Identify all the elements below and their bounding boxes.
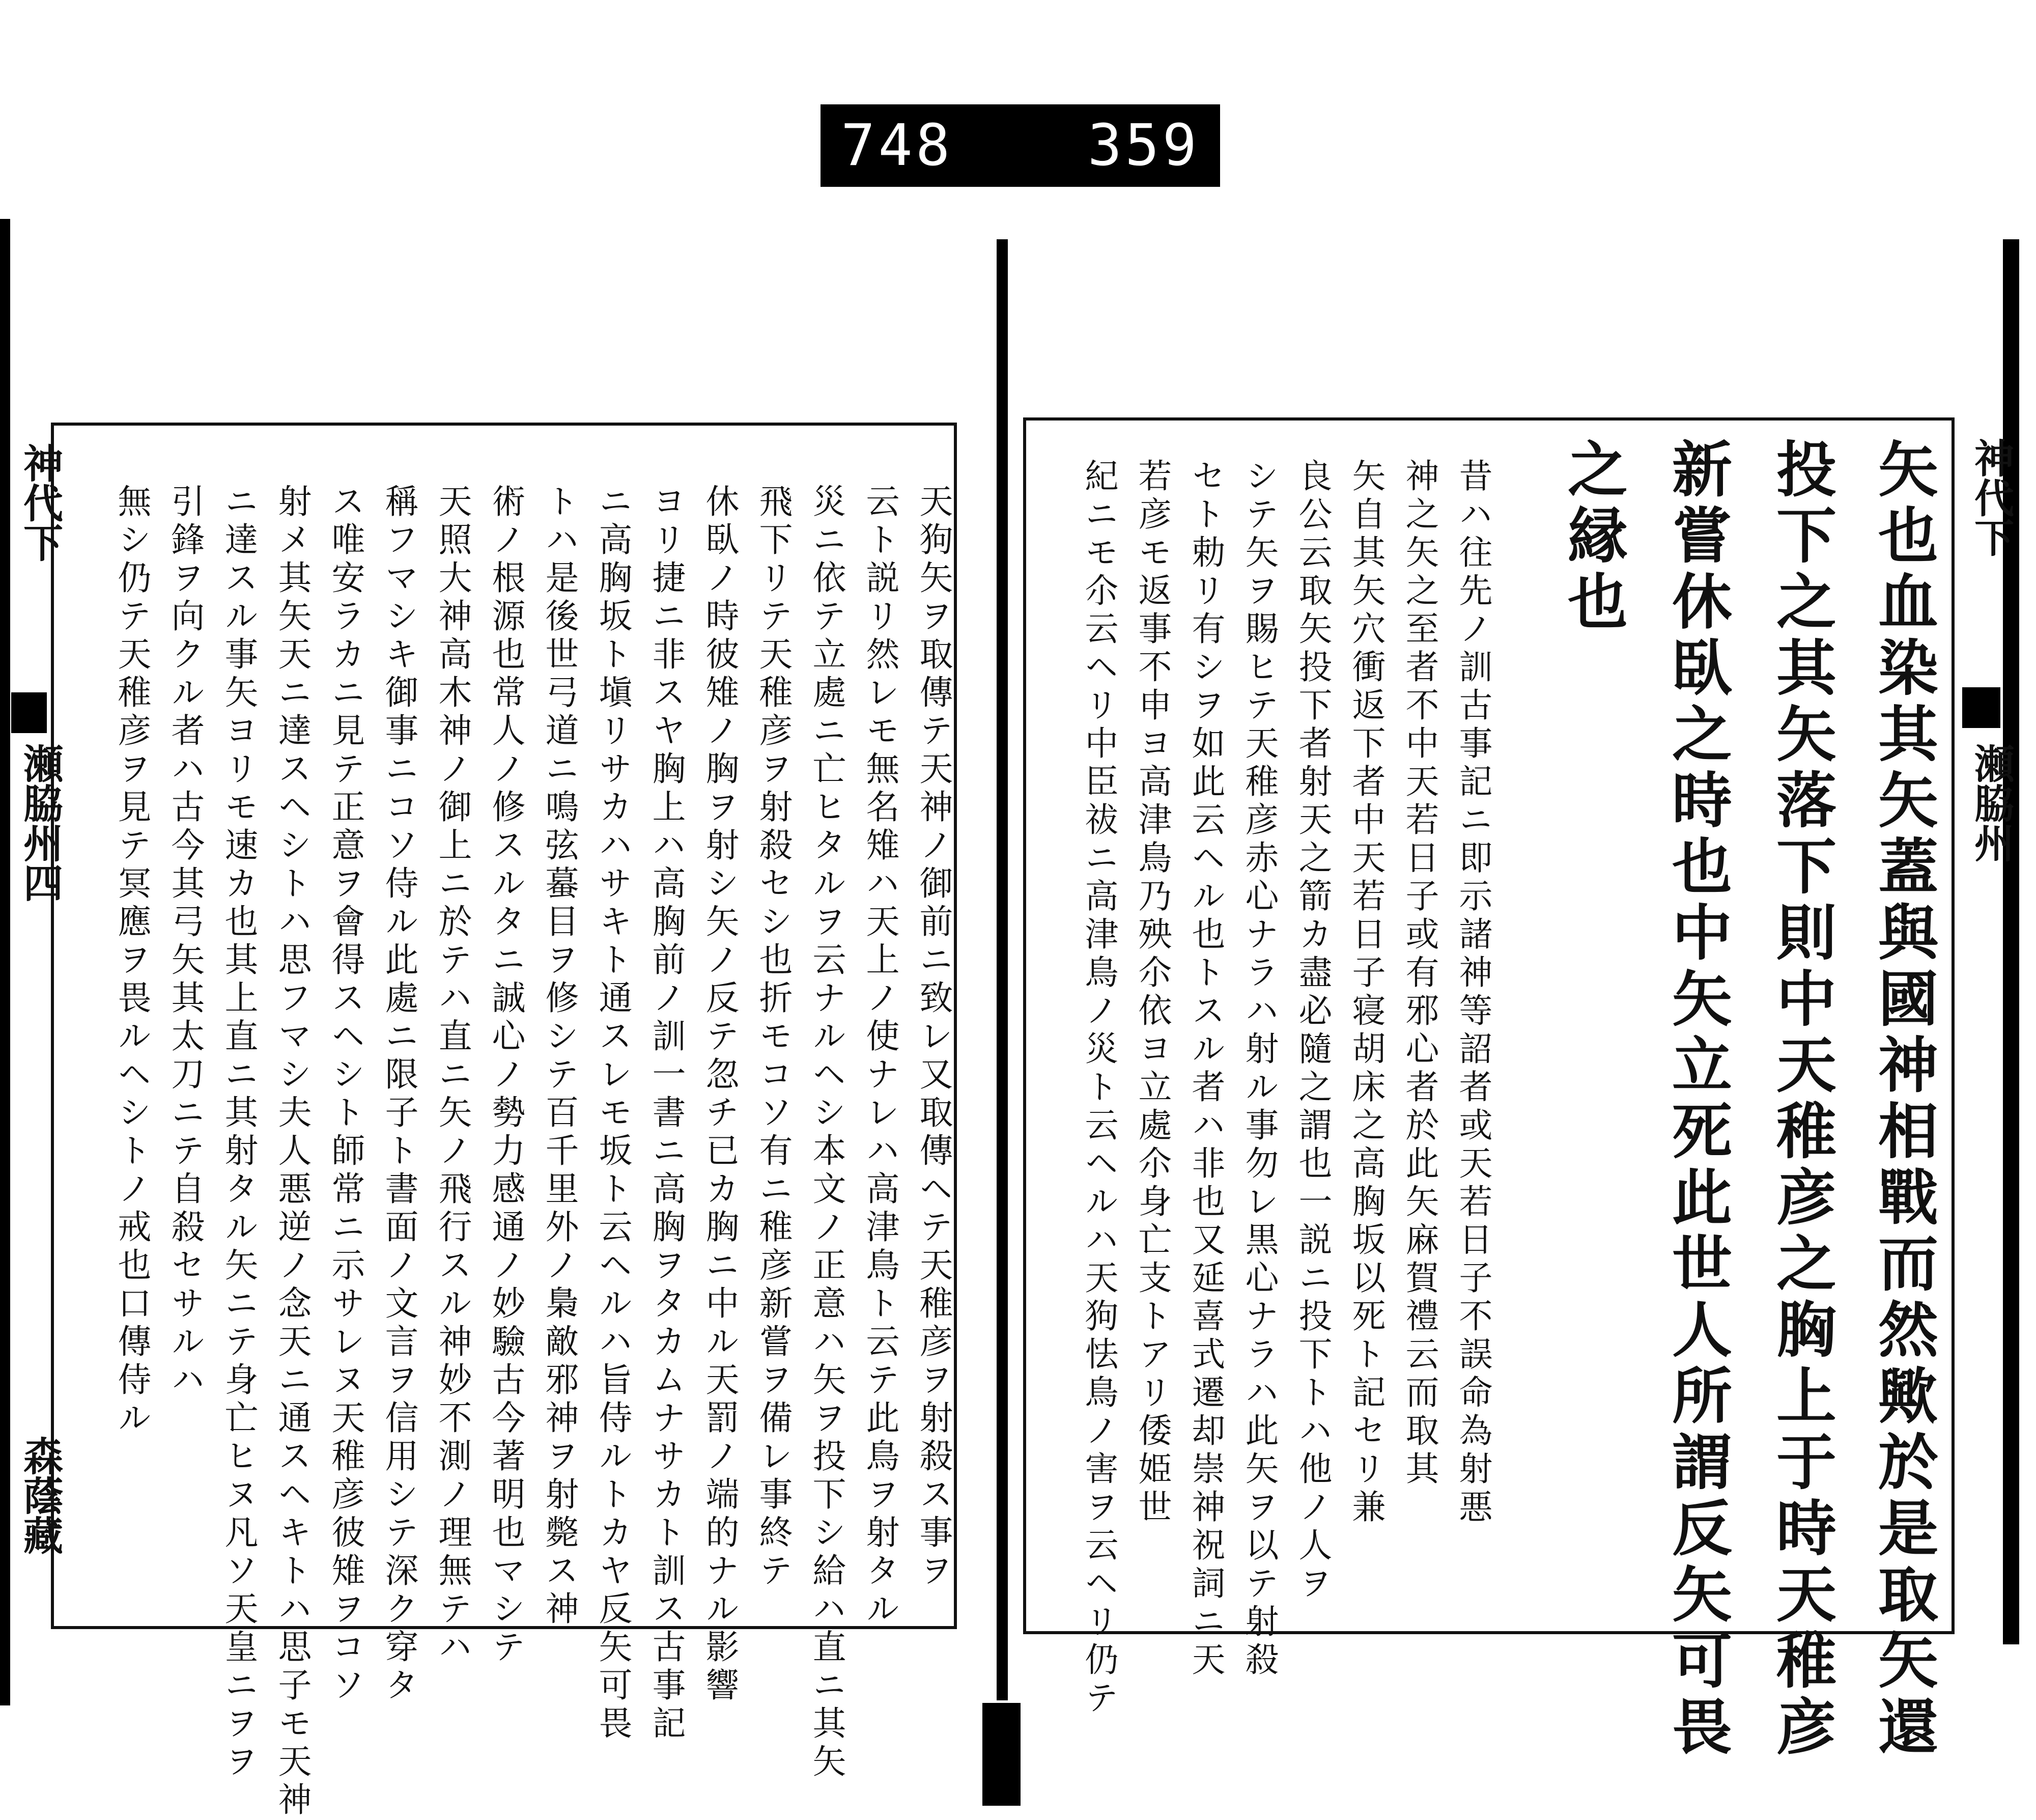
right-margin-band — [1962, 687, 2000, 728]
left-page-edge — [0, 219, 10, 1705]
left-comment-col-16: 無シ仍テ天稚彦ヲ見テ冥應ヲ畏ルヘシトノ戒也口傳侍ル — [112, 484, 151, 1438]
right-comment-col-7: 若彦モ返事不申ヨ高津鳥乃殃尒依ヨ立處尒身亡支トアリ倭姫世 — [1133, 458, 1172, 1527]
book-spine — [997, 239, 1008, 1700]
right-main-col-2: 投下之其矢落下則中天稚彦之胸上于時天稚彦 — [1766, 438, 1837, 1761]
left-comment-col-4: 飛下リテ天稚彦ヲ射殺セシ也折モコソ有ニ稚彦新嘗ヲ備レ事終テ — [753, 484, 793, 1591]
left-comment-col-3: 災ニ依テ立處ニ亡ヒタルヲ云ナルヘシ本文ノ正意ハ矢ヲ投下シ給ハ直ニ其矢 — [807, 484, 846, 1782]
left-comment-col-10: 天照大神高木神ノ御上ニ於テハ直ニ矢ノ飛行スル神妙不測ノ理無テハ — [433, 484, 472, 1667]
right-comment-col-5: シテ矢ヲ賜ヒテ天稚彦赤心ナラハ射ル事勿レ黒心ナラハ此矢ヲ以テ射殺 — [1239, 458, 1279, 1680]
right-main-col-1: 矢也血染其矢蓋與國神相戰而然歟於是取矢還 — [1868, 438, 1939, 1761]
call-number-right: 359 — [1087, 113, 1200, 179]
right-margin-title: 神代下 — [1968, 438, 2014, 557]
left-comment-col-7: ニ高胸坂ト塡リサカハサキト通スレモ坂ト云ヘルハ旨侍ルトカヤ反矢可畏 — [593, 484, 632, 1744]
spine-foot — [982, 1703, 1021, 1806]
right-margin-chapter: 瀬脇州 — [1968, 743, 2014, 862]
left-comment-col-15: 引鋒ヲ向クル者ハ古今其弓矢其太刀ニテ自殺セサルハ — [165, 484, 205, 1400]
call-number-tag — [821, 104, 1220, 187]
right-main-col-3: 新嘗休臥之時也中矢立死此世人所謂反矢可畏 — [1662, 438, 1733, 1761]
left-comment-col-2: 云ト説リ然レモ無名雉ハ天上ノ使ナレハ高津鳥ト云テ此鳥ヲ射タル — [860, 484, 899, 1629]
right-comment-col-3: 矢自其矢穴衝返下者中天若日子寝胡床之高胸坂以死ト記セリ兼 — [1346, 458, 1385, 1527]
left-margin-chapter: 瀬脇州四 — [17, 743, 63, 902]
left-comment-col-1: 天狗矢ヲ取傳テ天神ノ御前ニ致レ又取傳ヘテ天稚彦ヲ射殺ス事ヲ — [914, 484, 953, 1591]
left-margin-owner: 森蔭藏 — [17, 1436, 63, 1555]
left-comment-col-12: ス唯安ラカニ見テ正意ヲ會得スヘシト師常ニ示サレヌ天稚彦彼雉ヲコソ — [326, 484, 365, 1705]
left-comment-col-9: 術ノ根源也常人ノ修スルタニ誠心ノ勢力感通ノ妙驗古今著明也マシテ — [486, 484, 525, 1667]
left-comment-col-6: ヨリ捷ニ非スヤ胸上ハ高胸前ノ訓一書ニ高胸ヲタカムナサカト訓ス古事記 — [646, 484, 686, 1744]
left-comment-col-5: 休臥ノ時彼雉ノ胸ヲ射シ矢ノ反テ忽チ已カ胸ニ中ル天罰ノ端的ナル影響 — [700, 484, 739, 1705]
left-margin-band — [11, 692, 47, 733]
right-comment-col-8: 紀ニモ尒云ヘリ中臣祓ニ高津鳥ノ災ト云ヘルハ天狗怯鳥ノ害ヲ云ヘリ仍テ — [1079, 458, 1118, 1718]
left-margin-title: 神代下 — [17, 443, 63, 562]
left-comment-col-11: 稱フマシキ御事ニコソ侍ル此處ニ限子ト書面ノ文言ヲ信用シテ深ク穿タ — [379, 484, 418, 1705]
right-comment-col-4: 良公云取矢投下者射天之箭カ盡必隨之謂也一説ニ投下トハ他ノ人ヲ — [1293, 458, 1332, 1604]
right-comment-col-1: 昔ハ往先ノ訓古事記ニ即示諸神等詔者或天若日子不誤命為射悪 — [1453, 458, 1492, 1527]
left-comment-col-8: トハ是後世弓道ニ鳴弦蟇目ヲ修シテ百千里外ノ梟敵邪神ヲ射斃ス神 — [540, 484, 579, 1629]
left-comment-col-14: ニ達スル事矢ヨリモ速カ也其上直ニ其射タル矢ニテ身亡ヒヌ凡ソ天皇ニヲヲ — [219, 484, 258, 1782]
right-comment-col-2: 神之矢之至者不中天若日子或有邪心者於此矢麻賀禮云而取其 — [1400, 458, 1439, 1489]
call-number-left: 748 — [841, 113, 953, 179]
right-main-col-4: 之縁也 — [1558, 438, 1628, 636]
left-comment-col-13: 射メ其矢天ニ達スヘシトハ思フマシ夫人悪逆ノ念天ニ通スヘキトハ思子モ天神 — [272, 484, 312, 1820]
right-comment-col-6: セト勅リ有シヲ如此云ヘル也トスル者ハ非也又延喜式遷却崇神祝詞ニ天 — [1186, 458, 1225, 1680]
